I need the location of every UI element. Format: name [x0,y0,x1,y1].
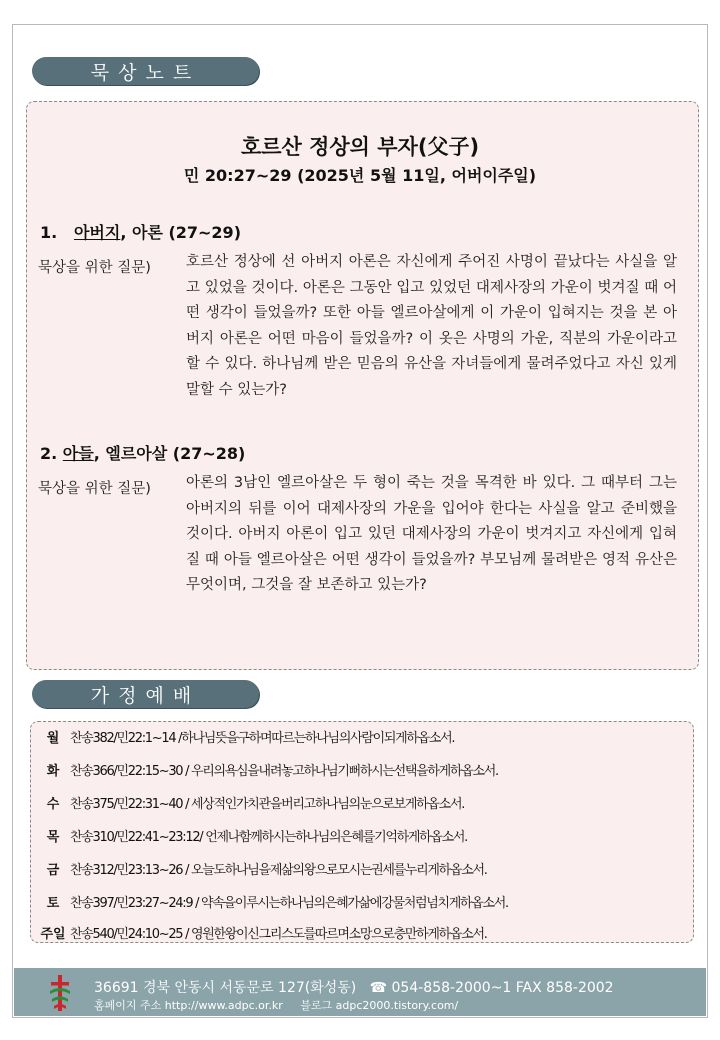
worship-row [36,759,498,779]
footer-contact [94,977,614,997]
page-title: 호르산 정상의 부자(父子) [240,135,480,159]
part1-question-label: 묵상을 위한 질문) [38,260,151,276]
footer-phone: ☎ 054-858-2000~1 FAX 858-2002 [369,980,614,996]
part2-heading-underlined: 아들 [62,444,94,463]
footer-homepage-link[interactable]: 홈페이지 주소 http://www.adpc.or.kr [94,999,283,1012]
worship-row [36,922,487,942]
worship-row [36,726,454,746]
worship-text: 찬송382/민22:1~14 /하나님뜻을구하며따르는하나님의사람이되게하옵소서. [70,730,455,746]
worship-day: 주일 [40,926,66,942]
worship-day: 금 [46,862,60,878]
worship-row [36,825,467,845]
part2-question-text: 아론의 3남인 엘르아살은 두 형이 죽는 것을 목격한 바 있다. 그 때부터 그는 아버지의 뒤를 이어 대제사장의 가운을 입어야 한다는 사실을 알고 준비했을 것이다. 아버지 아론이 입고 있던 대제사장의 가운이 벗겨지고 자신에게 입혀질 때 아들 엘르아살은 어떤 생각이 들었을까? 부모님께 물려받은 영적 유산은 무엇이며, 그것을 잘 보존하고 있는가? [186,475,677,593]
part2-num: 2. [40,444,58,463]
part1-heading-underlined: 아버지 [73,223,121,242]
worship-text: 찬송312/민23:13~26 / 오늘도하나님을제삶의왕으로모시는권세를누리게하옵소서. [70,862,487,878]
part1-heading [40,220,241,243]
worship-day: 목 [46,829,60,845]
worship-day: 토 [46,895,60,911]
section-label-family-worship: 가정예배 [32,680,259,708]
page-subtitle: 민 20:27~29 (2025년 5월 11일, 어버이주일) [183,166,537,185]
worship-row [36,858,487,878]
footer-bar [14,968,706,1016]
worship-text: 찬송375/민22:31~40 / 세상적인가치관을버리고하나님의눈으로보게하옵소서. [70,796,465,812]
worship-text: 찬송310/민22:41~23:12/ 언제나함께하시는하나님의은혜를기억하게하옵소서. [70,829,467,845]
section-label-meditation: 묵상노트 [32,57,259,85]
worship-text: 찬송397/민23:27~24:9 / 약속을이루시는하나님의은혜가삶에강물처럼넘치게하옵소서. [70,895,508,911]
worship-text: 찬송540/민24:10~25 / 영원한왕이신그리스도를따르며소망으로충만하게하옵소서. [70,926,487,942]
part2-heading-rest: , 엘르아살 (27~28) [93,444,246,463]
footer-links [94,997,458,1013]
part1-question-text: 호르산 정상에 선 아버지 아론은 자신에게 주어진 사명이 끝났다는 사실을 알고 있었을 것이다. 아론은 그동안 입고 있었던 대제사장의 가운이 벗겨질 때 어떤 생각이 들었을까? 또한 아들 엘르아살에게 이 가운이 입혀지는 것을 본 아버지 아론은 어떤 마음이 들었을까? 이 옷은 사명의 가운, 직분의 가운이라고 할 수 있다. 하나님께 받은 믿음의 유산을 자녀들에게 물려주었다고 자신 있게 말할 수 있는가? [186,254,677,398]
worship-row [36,792,464,812]
footer-address: 36691 경북 안동시 서동문로 127(화성동) [94,980,357,996]
part2-heading [40,441,245,464]
worship-text: 찬송366/민22:15~30 / 우리의욕심을내려놓고하나님기뻐하시는선택을하게하옵소서. [70,763,498,779]
worship-day: 수 [46,796,60,812]
church-cross-logo-icon [48,975,72,1011]
part1-num: 1. [40,223,58,242]
worship-day: 화 [46,763,60,779]
worship-day: 월 [46,730,60,746]
footer-blog-link[interactable]: 블로그 adpc2000.tistory.com/ [300,999,459,1012]
part2-question-label: 묵상을 위한 질문) [38,481,151,497]
worship-row [36,891,508,911]
part1-heading-rest: , 아론 (27~29) [120,223,242,242]
